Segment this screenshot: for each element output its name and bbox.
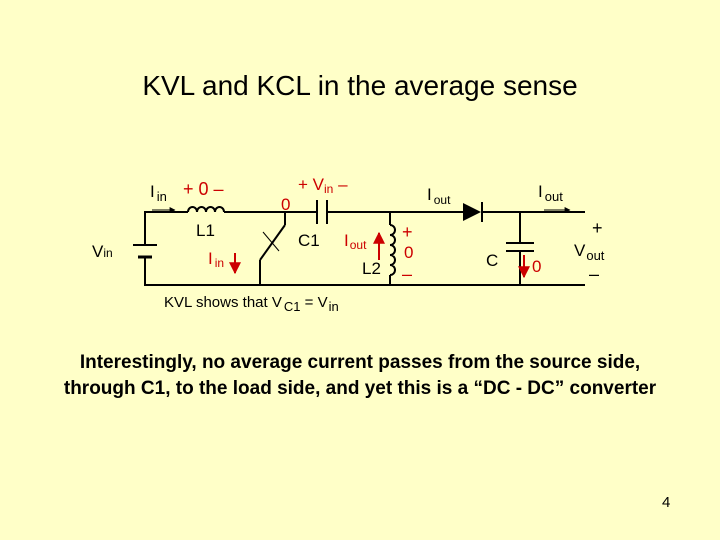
svg-text:Iout: Iout [344, 231, 367, 252]
svg-text:Iout: I $_{out}$ [427, 185, 451, 207]
l2-current-label [344, 231, 379, 260]
svg-text:Vin: Vin [92, 242, 113, 261]
svg-text:Iin: I $_{in}$ [150, 182, 167, 204]
svg-text:0: 0 [404, 243, 414, 262]
page-number: 4 [662, 494, 671, 511]
svg-text:–: – [589, 264, 600, 284]
kvl-note [164, 294, 339, 314]
diode-current-label [427, 185, 451, 207]
svg-text:L1: L1 [196, 221, 215, 240]
svg-text:Iin: I in [208, 249, 225, 270]
svg-text:+: + [402, 222, 413, 242]
slide-title: KVL and KCL in the average sense [142, 70, 578, 101]
svg-text:–: – [402, 264, 413, 284]
svg-text:Iout: I $_{out}$ [538, 182, 563, 204]
diode [463, 202, 482, 222]
l1-voltage-label: + 0 – [183, 179, 224, 199]
svg-text:C1: C1 [298, 231, 320, 250]
explanation-line-1: Interestingly, no average current passes from the source side, [79, 352, 641, 373]
svg-text:0: 0 [532, 257, 542, 276]
svg-text:+ Vin –: + Vin – [298, 175, 348, 196]
svg-text:C: C [486, 251, 499, 270]
explanation-note [0, 350, 720, 401]
c1-voltage-label [298, 175, 348, 196]
c-current-label [524, 255, 541, 277]
source-vin [92, 242, 157, 261]
c1-zero-label: 0 [281, 195, 291, 214]
svg-text:KVL shows that VC1 = Vin: KVL shows that V C1 = Vin [164, 294, 339, 314]
l2-voltage-label [402, 222, 413, 284]
switch-current-label [208, 249, 235, 273]
svg-text:Vout: $V_{out}$ [574, 241, 605, 263]
output-current-label [538, 182, 570, 210]
capacitor-c [486, 243, 534, 270]
switch [260, 225, 285, 260]
inductor-l1 [188, 207, 224, 240]
input-current-label [150, 182, 175, 210]
capacitor-c1 [298, 200, 327, 250]
svg-text:L2: L2 [362, 259, 381, 278]
svg-text:+: + [592, 218, 603, 238]
output-voltage-label [574, 218, 605, 284]
explanation-line-2: through C1, to the load side, and yet this is a “DC - DC” converter [63, 377, 657, 399]
